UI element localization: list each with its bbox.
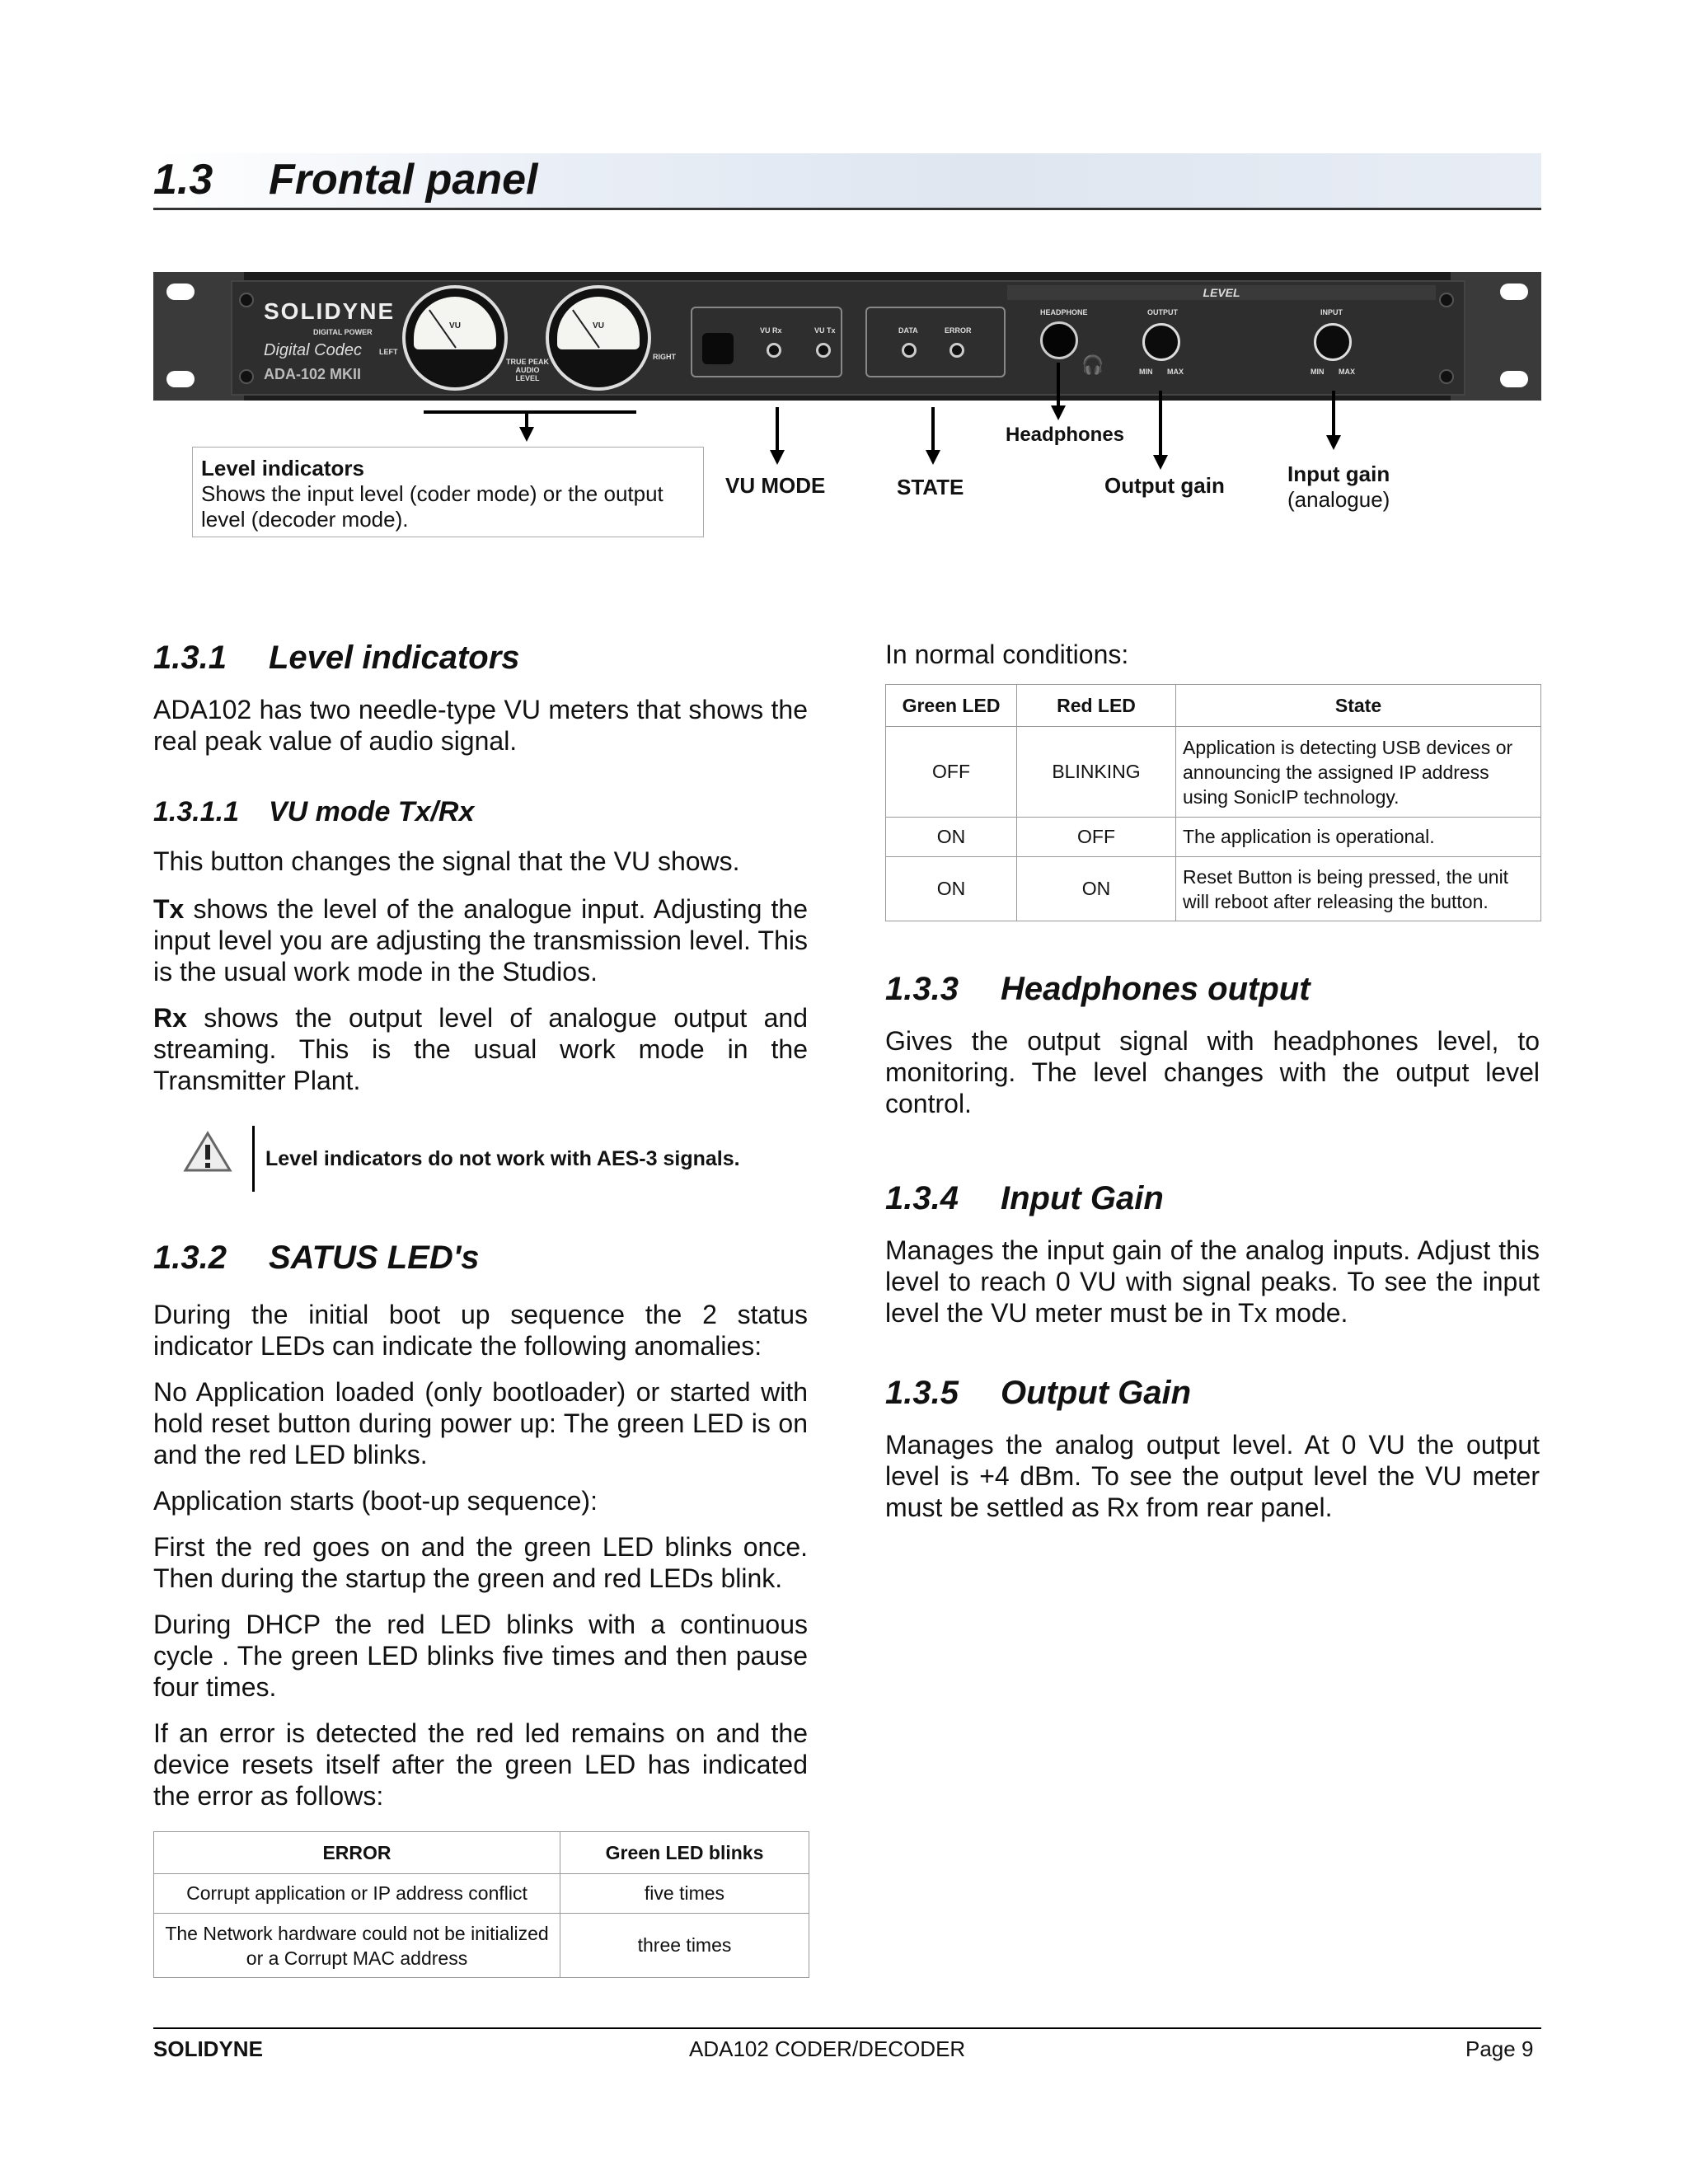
table-row [154,1874,809,1914]
table-cell: OFF [886,727,1017,818]
vu-rx-label: VU Rx [760,326,782,335]
error-led [950,343,964,358]
heading-1-3-1-1 [153,796,474,828]
input-gain-callout [1287,462,1390,513]
rack-hole [1500,284,1528,300]
paragraph: First the red goes on and the green LED blinks once. Then during the startup the green and red LEDs blink. [153,1532,808,1593]
paragraph: In normal conditions: [885,640,1129,669]
paragraph: No Application loaded (only bootloader) or started with hold reset button during power up: The green LED is on and the red LED blinks. [153,1377,808,1469]
arrow-line [525,412,528,429]
rack-hole [166,371,195,387]
heading-number: 1.3.2 [153,1240,227,1276]
arrow-line [931,407,935,452]
heading-1-3-2 [153,1240,479,1277]
table-cell: five times [560,1874,809,1914]
heading-number: 1.3.3 [885,971,959,1007]
section-number: 1.3 [153,156,213,204]
data-label: DATA [898,326,918,335]
output-gain-knob[interactable] [1142,323,1180,361]
callout-title: Level indicators [201,456,364,480]
warning-icon [183,1131,232,1174]
screw-icon [239,369,254,384]
rack-hole [166,284,195,300]
headphones-callout: Headphones [1006,424,1125,446]
vu-face [557,297,640,349]
paragraph: During DHCP the red LED blinks with a continuous cycle . The green LED blinks five times and then pause four times. [153,1610,808,1702]
table-cell: Corrupt application or IP address conflict [154,1874,560,1914]
table-cell: ON [886,818,1017,857]
input-gain-sub: (analogue) [1287,487,1390,512]
screw-icon [239,293,254,307]
table-cell: The Network hardware could not be initialized or a Corrupt MAC address [154,1914,560,1978]
paragraph: ADA102 has two needle-type VU meters that shows the real peak value of audio signal. [153,695,808,756]
level-indicators-callout [192,447,704,537]
arrow-down-icon [519,427,534,442]
brand-tag: DIGITAL POWER [313,328,373,336]
state-table [885,684,1541,921]
arrow-down-icon [1051,405,1066,420]
table-row [886,727,1541,818]
table-cell: ON [886,857,1017,921]
max-label: MAX [1339,368,1355,376]
input-label: INPUT [1320,308,1343,316]
heading-1-3-5 [885,1375,1191,1412]
heading-1-3-1 [153,640,520,677]
heading-title: SATUS LED's [269,1240,480,1276]
screw-icon [1439,293,1454,307]
arrow-down-icon [1153,455,1168,470]
paragraph-rx [153,1002,808,1096]
true-peak-label: TRUE PEAK AUDIO LEVEL [505,358,549,382]
table-row [154,1914,809,1978]
arrow-down-icon [770,450,785,465]
right-label: RIGHT [653,353,676,361]
max-label: MAX [1167,368,1184,376]
level-bracket [424,410,636,414]
input-gain-title: Input gain [1287,462,1390,486]
input-gain-knob[interactable] [1314,323,1352,361]
arrow-down-icon [1326,435,1341,450]
arrow-line [1057,363,1060,409]
table-cell: Application is detecting USB devices or announcing the assigned IP address using SonicIP technology. [1176,727,1541,818]
heading-title: Output Gain [1001,1375,1192,1411]
vu-mode-callout: VU MODE [725,473,826,498]
tx-text: shows the level of the analogue input. Adjusting the input level you are adjusting the transmission level. This is the usual work mode in the Studios. [153,894,808,987]
output-gain-callout: Output gain [1104,473,1225,498]
brand-logo: SOLIDYNE [264,298,396,324]
paragraph: Manages the input gain of the analog inputs. Adjust this level to reach 0 VU with signal peaks. To see the input level the VU meter must be in Tx mode. [885,1235,1540,1328]
headphone-jack[interactable] [1040,321,1078,359]
footer-left: SOLIDYNE [153,2036,263,2061]
heading-number: 1.3.5 [885,1375,959,1411]
paragraph-tx [153,893,808,987]
arrow-line [776,407,779,452]
table-header: ERROR [154,1832,560,1874]
rx-text: shows the output level of analogue output and streaming. This is the usual work mode in the Transmitter Plant. [153,1003,808,1095]
level-strip [1007,285,1436,300]
min-label: MIN [1139,368,1153,376]
error-table [153,1831,809,1978]
heading-1-3-3 [885,971,1311,1008]
left-label: LEFT [379,348,398,356]
table-header: Green LED [886,685,1017,727]
model-name: ADA-102 MKII [264,366,362,382]
paragraph: Manages the analog output level. At 0 VU the output level is +4 dBm. To see the output level the VU meter must be settled as Rx from rear panel. [885,1430,1540,1522]
arrow-line [1332,391,1335,437]
table-cell: OFF [1017,818,1176,857]
heading-number: 1.3.1 [153,640,227,676]
error-label: ERROR [945,326,972,335]
heading-title: Headphones output [1001,971,1311,1007]
paragraph: During the initial boot up sequence the 2 status indicator LEDs can indicate the following anomalies: [153,1300,808,1361]
footer-rule [153,2027,1541,2029]
paragraph: Application starts (boot-up sequence): [153,1486,598,1516]
vu-label: VU [449,321,461,330]
table-cell: The application is operational. [1176,818,1541,857]
vu-mode-button[interactable] [702,333,734,364]
table-row [886,818,1541,857]
tx-label: Tx [153,894,185,924]
heading-1-3-4 [885,1180,1164,1217]
arrow-line [1159,391,1162,457]
vu-face [414,297,496,349]
data-led [902,343,917,358]
table-cell: Reset Button is being pressed, the unit will reboot after releasing the button. [1176,857,1541,921]
table-header-row [886,685,1541,727]
table-cell: BLINKING [1017,727,1176,818]
table-cell: three times [560,1914,809,1978]
product-name: Digital Codec [264,341,362,359]
screw-icon [1439,369,1454,384]
rack-hole [1500,371,1528,387]
min-label: MIN [1311,368,1325,376]
table-cell: ON [1017,857,1176,921]
state-box [865,307,1006,377]
heading-number: 1.3.1.1 [153,796,239,827]
heading-title: Input Gain [1001,1180,1164,1216]
paragraph: This button changes the signal that the VU shows. [153,846,740,876]
section-title: Frontal panel [269,156,538,204]
footer-center: ADA102 CODER/DECODER [689,2036,966,2061]
vu-rx-led [767,343,781,358]
vu-tx-label: VU Tx [814,326,836,335]
footer-page: Page 9 [1465,2036,1534,2061]
headphones-icon: 🎧 [1081,354,1104,375]
vu-label: VU [593,321,604,330]
paragraph: If an error is detected the red led remains on and the device resets itself after the green LED has indicated the error as follows: [153,1718,808,1811]
headphone-label: HEADPHONE [1040,308,1088,316]
output-label: OUTPUT [1147,308,1178,316]
heading-title: VU mode Tx/Rx [269,796,475,827]
heading-title: Level indicators [269,640,520,676]
vu-meter-left [402,285,508,391]
rx-label: Rx [153,1003,187,1033]
table-header-row [154,1832,809,1874]
state-callout: STATE [897,475,964,499]
vu-tx-led [816,343,831,358]
table-header: State [1176,685,1541,727]
note-rule [252,1126,255,1192]
table-header: Green LED blinks [560,1832,809,1874]
vu-meter-right [546,285,651,391]
note-text: Level indicators do not work with AES-3 signals. [265,1147,740,1170]
arrow-down-icon [926,450,940,465]
table-header: Red LED [1017,685,1176,727]
heading-number: 1.3.4 [885,1180,959,1216]
callout-text: Shows the input level (coder mode) or the output level (decoder mode). [201,481,663,532]
table-row [886,857,1541,921]
paragraph: Gives the output signal with headphones level, to monitoring. The level changes with the output level control. [885,1026,1540,1118]
level-label: LEVEL [1203,286,1240,299]
page-title [153,155,537,204]
